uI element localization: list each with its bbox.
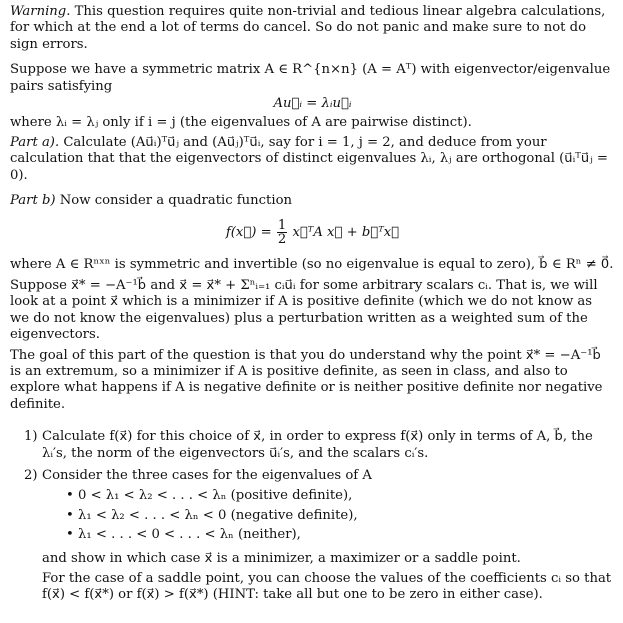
intro-line2: satisfying — [47, 78, 113, 94]
quadratic-lhs: f(x⃗) = — [225, 225, 272, 241]
document — [10, 4, 615, 604]
part-a-text: Calculate (Au⃗ᵢ)ᵀu⃗ⱼ and (Au⃗ⱼ)ᵀu⃗ᵢ, say for i = 1, j = 2, and deduce from your calculation that that the eigenvectors of distinct eigenvalues λᵢ, λⱼ are orthogonal (u⃗ᵢᵀu⃗ⱼ = 0). — [10, 134, 608, 183]
part-b-paragraph — [10, 193, 615, 209]
intro-line1: Suppose we have a symmetric matrix A ∈ R^{n×n} (A = Aᵀ) with eigenvector/eigenvalue pairs — [10, 62, 611, 94]
warning-text: This question requires quite non-trivial and tedious linear algebra calculations, for which at the end a lot of terms do cancel. So do not panic and make sure to not do sign errors. — [10, 4, 606, 52]
case-positive-definite: • 0 < λ₁ < λ₂ < . . . < λₙ (positive definite), — [66, 488, 615, 504]
fraction-numerator: 1 — [277, 218, 287, 234]
item-1-text: Calculate f(x⃗) for this choice of x⃗, in order to express f(x⃗) only in terms of A, b⃗, the λᵢ′s, the norm of the eigenvectors u⃗ᵢ′s, and the scalars cᵢ′s. — [42, 429, 593, 461]
item-2-text: Consider the three cases for the eigenvalues of A — [42, 467, 372, 483]
part-b-where: where A ∈ Rⁿˣⁿ is symmetric and invertible (so no eigenvalue is equal to zero), b⃗ ∈ Rⁿ ≠ 0⃗. — [10, 257, 614, 273]
quadratic-equation — [10, 219, 615, 247]
warning-label: Warning. — [10, 4, 71, 19]
saddle-point-text: For the case of a saddle point, you can choose the values of the coefficients cᵢ so that f(x⃗) < f(x⃗*) or f(x⃗) > f(x⃗*) (HINT: take all but one to be zero in either case). — [42, 570, 612, 603]
intro-where: where λᵢ = λⱼ only if i = j (the eigenvalues of A are pairwise distinct). — [10, 115, 472, 131]
warning-paragraph — [10, 4, 615, 53]
quadratic-rhs: x⃗ᵀA x⃗ + b⃗ᵀx⃗ — [292, 225, 400, 241]
part-b-label: Part b) — [10, 193, 56, 209]
case-neither: • λ₁ < . . . < 0 < . . . < λₙ (neither), — [66, 527, 615, 543]
item-2 — [24, 468, 615, 484]
show-case-text: and show in which case x⃗ is a minimizer, a maximizer or a saddle point. — [42, 550, 521, 566]
item-1-label: 1) — [24, 429, 38, 445]
part-b-goal: The goal of this part of the question is that you do understand why the point x⃗* = −A⁻¹b⃗ is an extremum, so a minimizer if A is positive definite, as seen in class, and also to explore what happens if A is negative definite or is neither positive definite nor negative definite. — [10, 347, 603, 412]
one-half-fraction — [277, 219, 287, 246]
eigenvalue-cases-list — [66, 488, 615, 543]
part-a-paragraph — [10, 135, 615, 184]
part-a-label: Part a). — [10, 134, 60, 150]
part-b-text: Now consider a quadratic function — [59, 193, 292, 209]
fraction-denominator: 2 — [277, 232, 287, 248]
case-negative-definite: • λ₁ < λ₂ < . . . < λₙ < 0 (negative definite), — [66, 508, 615, 524]
part-b-suppose: Suppose x⃗* = −A⁻¹b⃗ and x⃗ = x⃗* + Σⁿᵢ₌₁ cᵢu⃗ᵢ for some arbitrary scalars cᵢ. That is, we will look at a point x⃗ which is a minimizer if A is positive definite (which we do not know as we do not know the eigenvalues) plus a perturbation written as a weighted sum of the eigenvectors. — [10, 277, 598, 343]
eigen-equation: Au⃗ᵢ = λᵢu⃗ᵢ — [273, 96, 352, 112]
item-2-label: 2) — [24, 467, 38, 483]
item-1 — [24, 429, 615, 462]
intro-paragraph — [10, 62, 615, 95]
